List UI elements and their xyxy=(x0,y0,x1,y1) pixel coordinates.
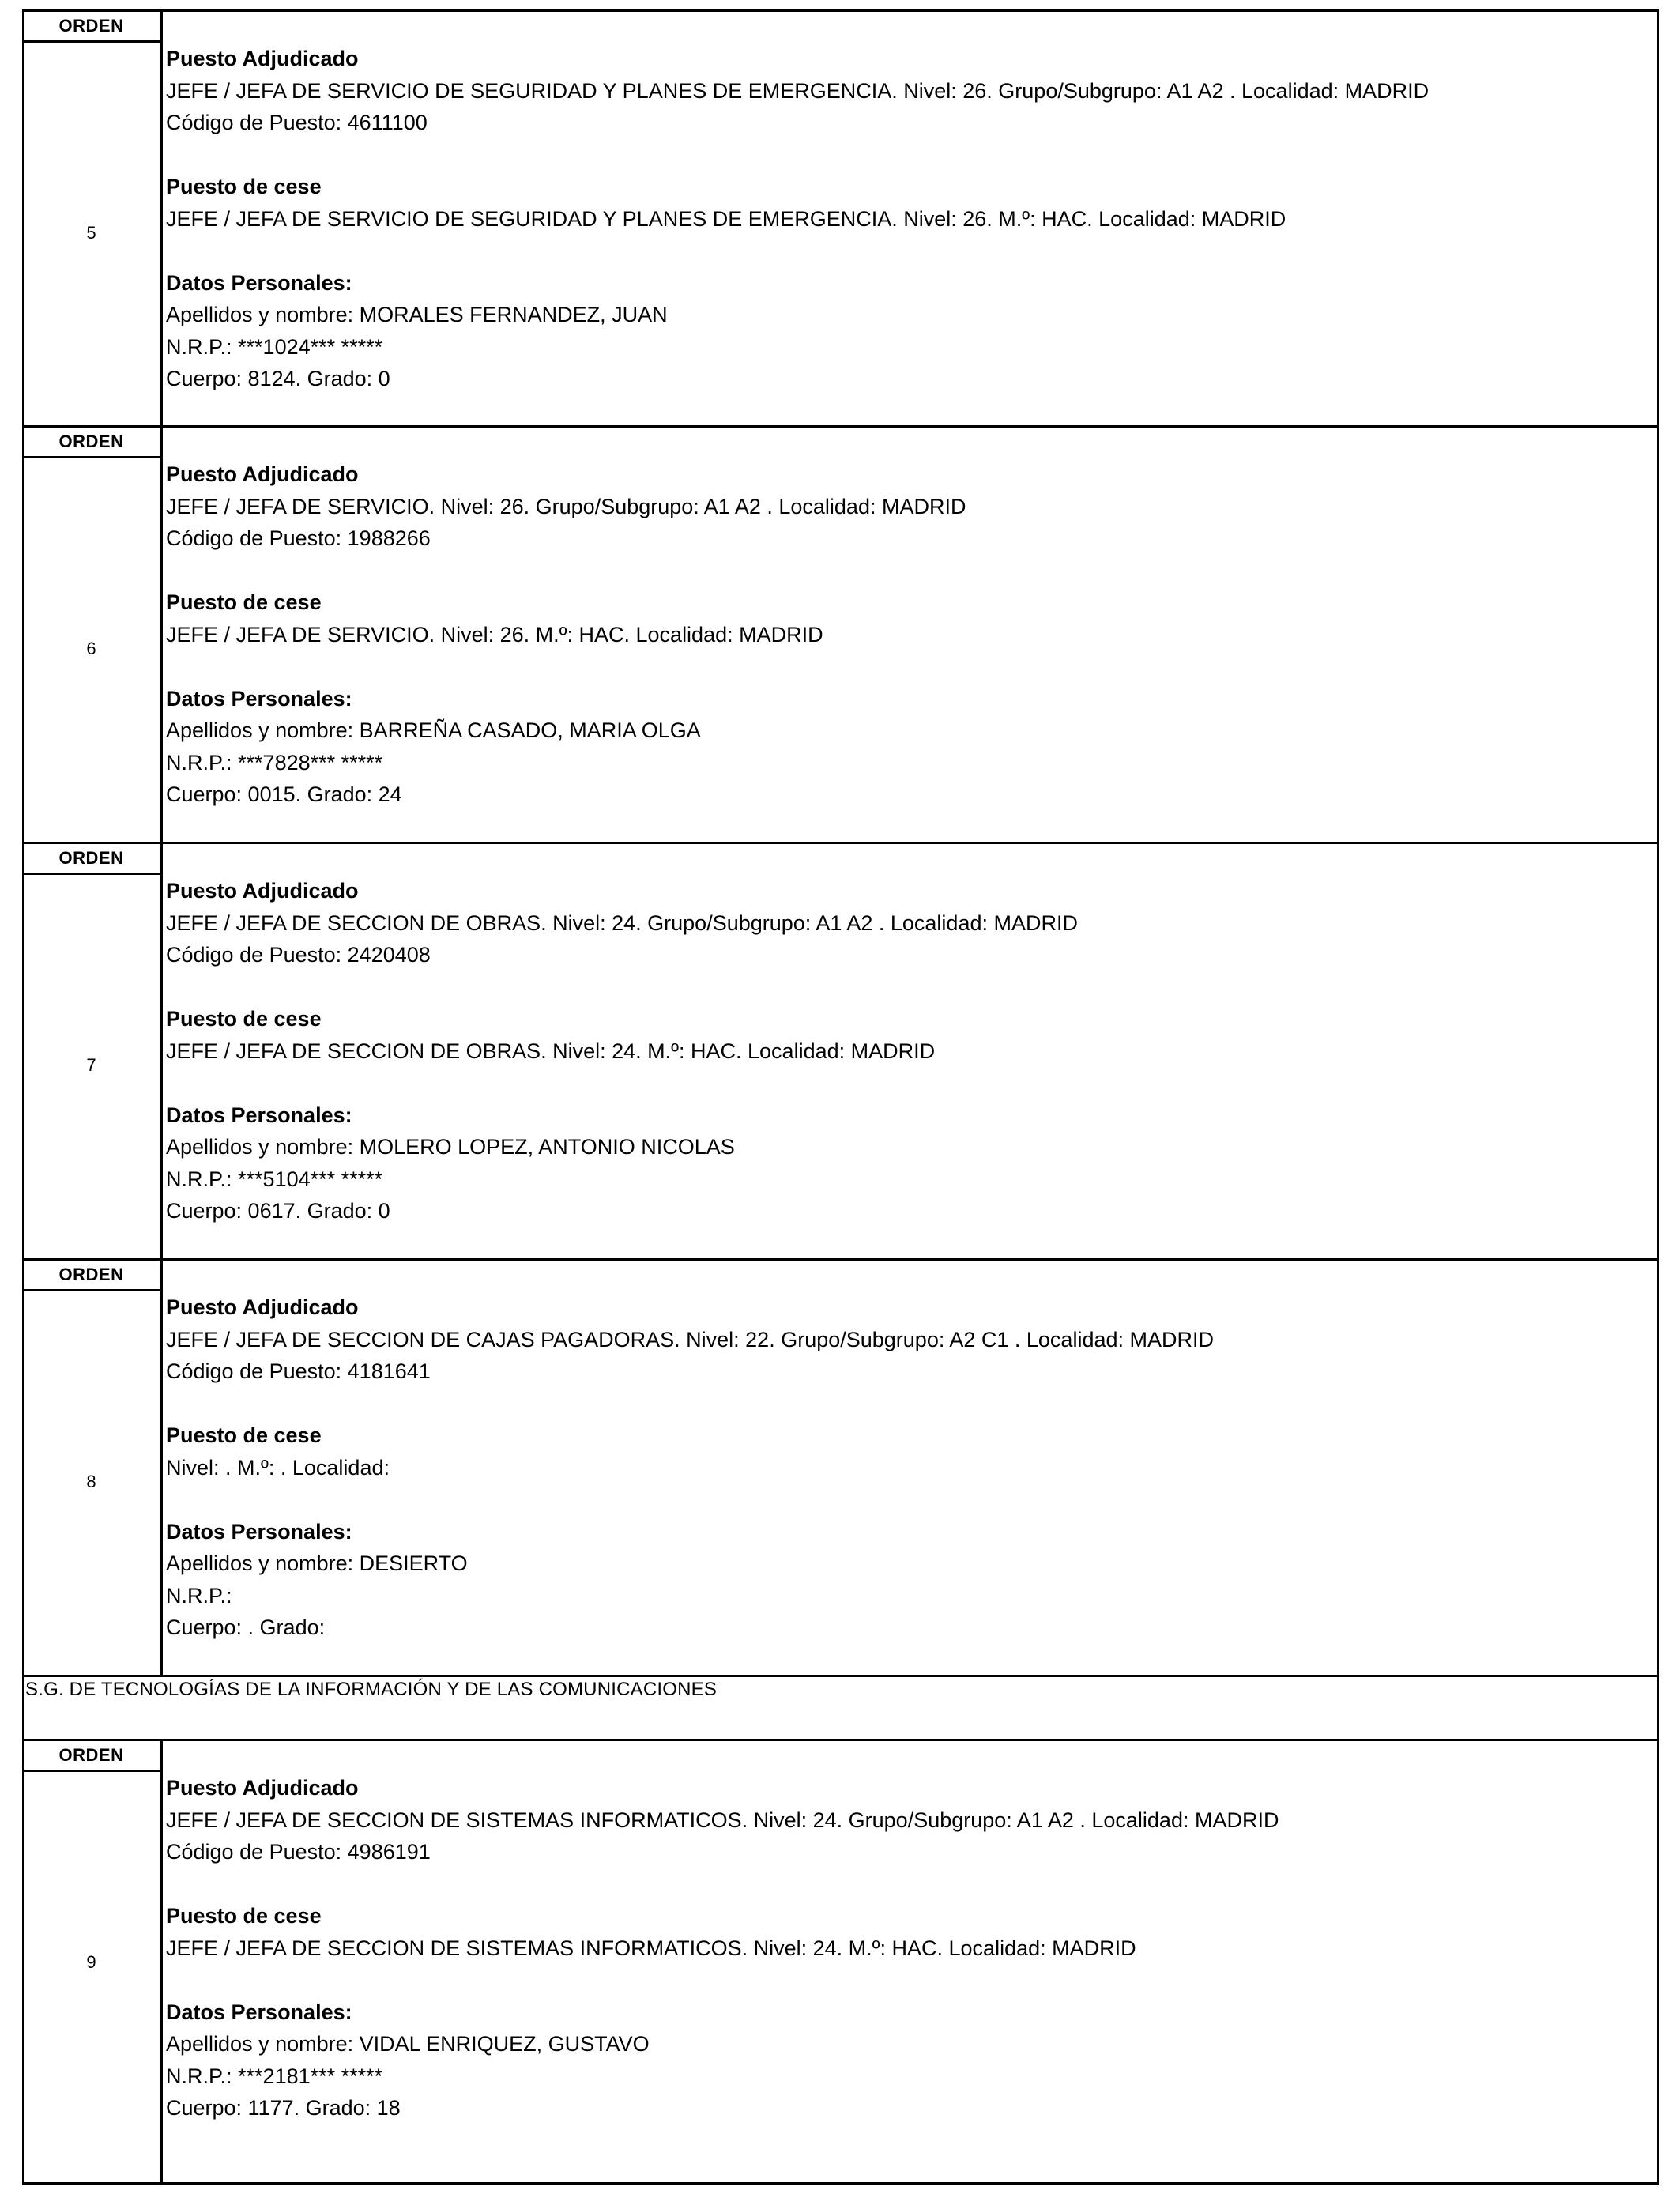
datos-personales-label: Datos Personales: xyxy=(166,686,352,711)
orden-number: 6 xyxy=(86,639,96,658)
apellidos-nombre: Apellidos y nombre: DESIERTO xyxy=(166,1551,468,1575)
apellidos-nombre: Apellidos y nombre: MOLERO LOPEZ, ANTONIO NICOLAS xyxy=(166,1135,735,1159)
divider xyxy=(22,842,1659,844)
datos-personales-label: Datos Personales: xyxy=(166,2000,352,2024)
entry-content xyxy=(166,43,1429,395)
puesto-adjudicado: JEFE / JEFA DE SERVICIO DE SEGURIDAD Y PLANES DE EMERGENCIA. Nivel: 26. Grupo/Subgrupo: A1 A2 . Localidad: MADRID xyxy=(166,78,1430,103)
datos-personales-label: Datos Personales: xyxy=(166,270,352,295)
puesto-cese: JEFE / JEFA DE SECCION DE OBRAS. Nivel: 24. M.º: HAC. Localidad: MADRID xyxy=(166,1039,936,1063)
puesto-cese-label: Puesto de cese xyxy=(166,1423,322,1447)
codigo-puesto: Código de Puesto: 4986191 xyxy=(166,1840,431,1864)
orden-label: ORDEN xyxy=(22,1258,160,1291)
cuerpo-grado: Cuerpo: . Grado: xyxy=(166,1615,326,1639)
apellidos-nombre: Apellidos y nombre: VIDAL ENRIQUEZ, GUSTAVO xyxy=(166,2032,650,2056)
orden-number: 9 xyxy=(86,1952,96,1972)
entry-content xyxy=(166,1772,1279,2124)
puesto-adjudicado-label: Puesto Adjudicado xyxy=(166,1295,359,1319)
orden-label: ORDEN xyxy=(22,9,160,43)
puesto-adjudicado-label: Puesto Adjudicado xyxy=(166,47,359,70)
apellidos-nombre: Apellidos y nombre: BARREÑA CASADO, MARIA OLGA xyxy=(166,718,701,742)
puesto-adjudicado: JEFE / JEFA DE SERVICIO. Nivel: 26. Grupo/Subgrupo: A1 A2 . Localidad: MADRID xyxy=(166,494,966,518)
codigo-puesto: Código de Puesto: 1988266 xyxy=(166,526,431,550)
entry-orden-6 xyxy=(22,425,1659,842)
puesto-cese-label: Puesto de cese xyxy=(166,590,322,614)
orden-label: ORDEN xyxy=(22,1739,160,1772)
puesto-adjudicado: JEFE / JEFA DE SECCION DE CAJAS PAGADORAS. Nivel: 22. Grupo/Subgrupo: A2 C1 . Localidad: MADRID xyxy=(166,1327,1214,1351)
nrp: N.R.P.: ***2181*** ***** xyxy=(166,2064,383,2088)
orden-label: ORDEN xyxy=(22,842,160,875)
cuerpo-grado: Cuerpo: 1177. Grado: 18 xyxy=(166,2096,401,2120)
orden-label: ORDEN xyxy=(22,425,160,458)
nrp: N.R.P.: ***7828*** ***** xyxy=(166,750,383,775)
orden-number: 8 xyxy=(86,1472,96,1491)
nrp: N.R.P.: ***5104*** ***** xyxy=(166,1167,383,1191)
puesto-cese: JEFE / JEFA DE SECCION DE SISTEMAS INFORMATICOS. Nivel: 24. M.º: HAC. Localidad: MADRID xyxy=(166,1936,1136,1960)
cuerpo-grado: Cuerpo: 8124. Grado: 0 xyxy=(166,367,390,390)
puesto-cese: Nivel: . M.º: . Localidad: xyxy=(166,1455,390,1480)
puesto-adjudicado-label: Puesto Adjudicado xyxy=(166,879,359,903)
puesto-cese-label: Puesto de cese xyxy=(166,175,322,198)
entry-orden-7 xyxy=(22,842,1659,1258)
cuerpo-grado: Cuerpo: 0015. Grado: 24 xyxy=(166,782,402,806)
orden-column xyxy=(22,842,163,1258)
entry-orden-9 xyxy=(22,1739,1659,2185)
orden-column xyxy=(22,1739,163,2185)
entry-content xyxy=(166,875,1078,1227)
nrp: N.R.P.: ***1024*** ***** xyxy=(166,334,383,359)
codigo-puesto: Código de Puesto: 4181641 xyxy=(166,1359,431,1383)
orden-column xyxy=(22,9,163,425)
puesto-cese: JEFE / JEFA DE SERVICIO. Nivel: 26. M.º: HAC. Localidad: MADRID xyxy=(166,622,823,647)
entry-content xyxy=(166,1291,1214,1644)
orden-number: 7 xyxy=(86,1055,96,1075)
divider xyxy=(22,9,1659,12)
puesto-adjudicado: JEFE / JEFA DE SECCION DE SISTEMAS INFORMATICOS. Nivel: 24. Grupo/Subgrupo: A1 A2 . Localidad: MADRID xyxy=(166,1808,1279,1832)
puesto-cese-label: Puesto de cese xyxy=(166,1007,322,1031)
orden-column xyxy=(22,1258,163,1675)
orden-column xyxy=(22,425,163,842)
divider xyxy=(22,425,1659,428)
divider xyxy=(22,1675,1659,1677)
entry-orden-8 xyxy=(22,1258,1659,1675)
datos-personales-label: Datos Personales: xyxy=(166,1519,352,1544)
puesto-cese: JEFE / JEFA DE SERVICIO DE SEGURIDAD Y PLANES DE EMERGENCIA. Nivel: 26. M.º: HAC. Localidad: MADRID xyxy=(166,206,1286,231)
section-title: S.G. DE TECNOLOGÍAS DE LA INFORMACIÓN Y DE LAS COMUNICACIONES xyxy=(25,1679,718,1700)
nrp: N.R.P.: xyxy=(166,1583,232,1608)
apellidos-nombre: Apellidos y nombre: MORALES FERNANDEZ, JUAN xyxy=(166,303,668,326)
puesto-adjudicado-label: Puesto Adjudicado xyxy=(166,1776,359,1800)
puesto-adjudicado-label: Puesto Adjudicado xyxy=(166,462,359,486)
codigo-puesto: Código de Puesto: 4611100 xyxy=(166,111,428,134)
datos-personales-label: Datos Personales: xyxy=(166,1103,352,1127)
puesto-cese-label: Puesto de cese xyxy=(166,1904,322,1928)
entry-content xyxy=(166,458,966,811)
codigo-puesto: Código de Puesto: 2420408 xyxy=(166,943,431,967)
orden-number: 5 xyxy=(86,223,96,243)
puesto-adjudicado: JEFE / JEFA DE SECCION DE OBRAS. Nivel: 24. Grupo/Subgrupo: A1 A2 . Localidad: MADRID xyxy=(166,910,1078,935)
entry-orden-5 xyxy=(22,9,1659,425)
cuerpo-grado: Cuerpo: 0617. Grado: 0 xyxy=(166,1199,390,1223)
divider xyxy=(22,1258,1659,1261)
